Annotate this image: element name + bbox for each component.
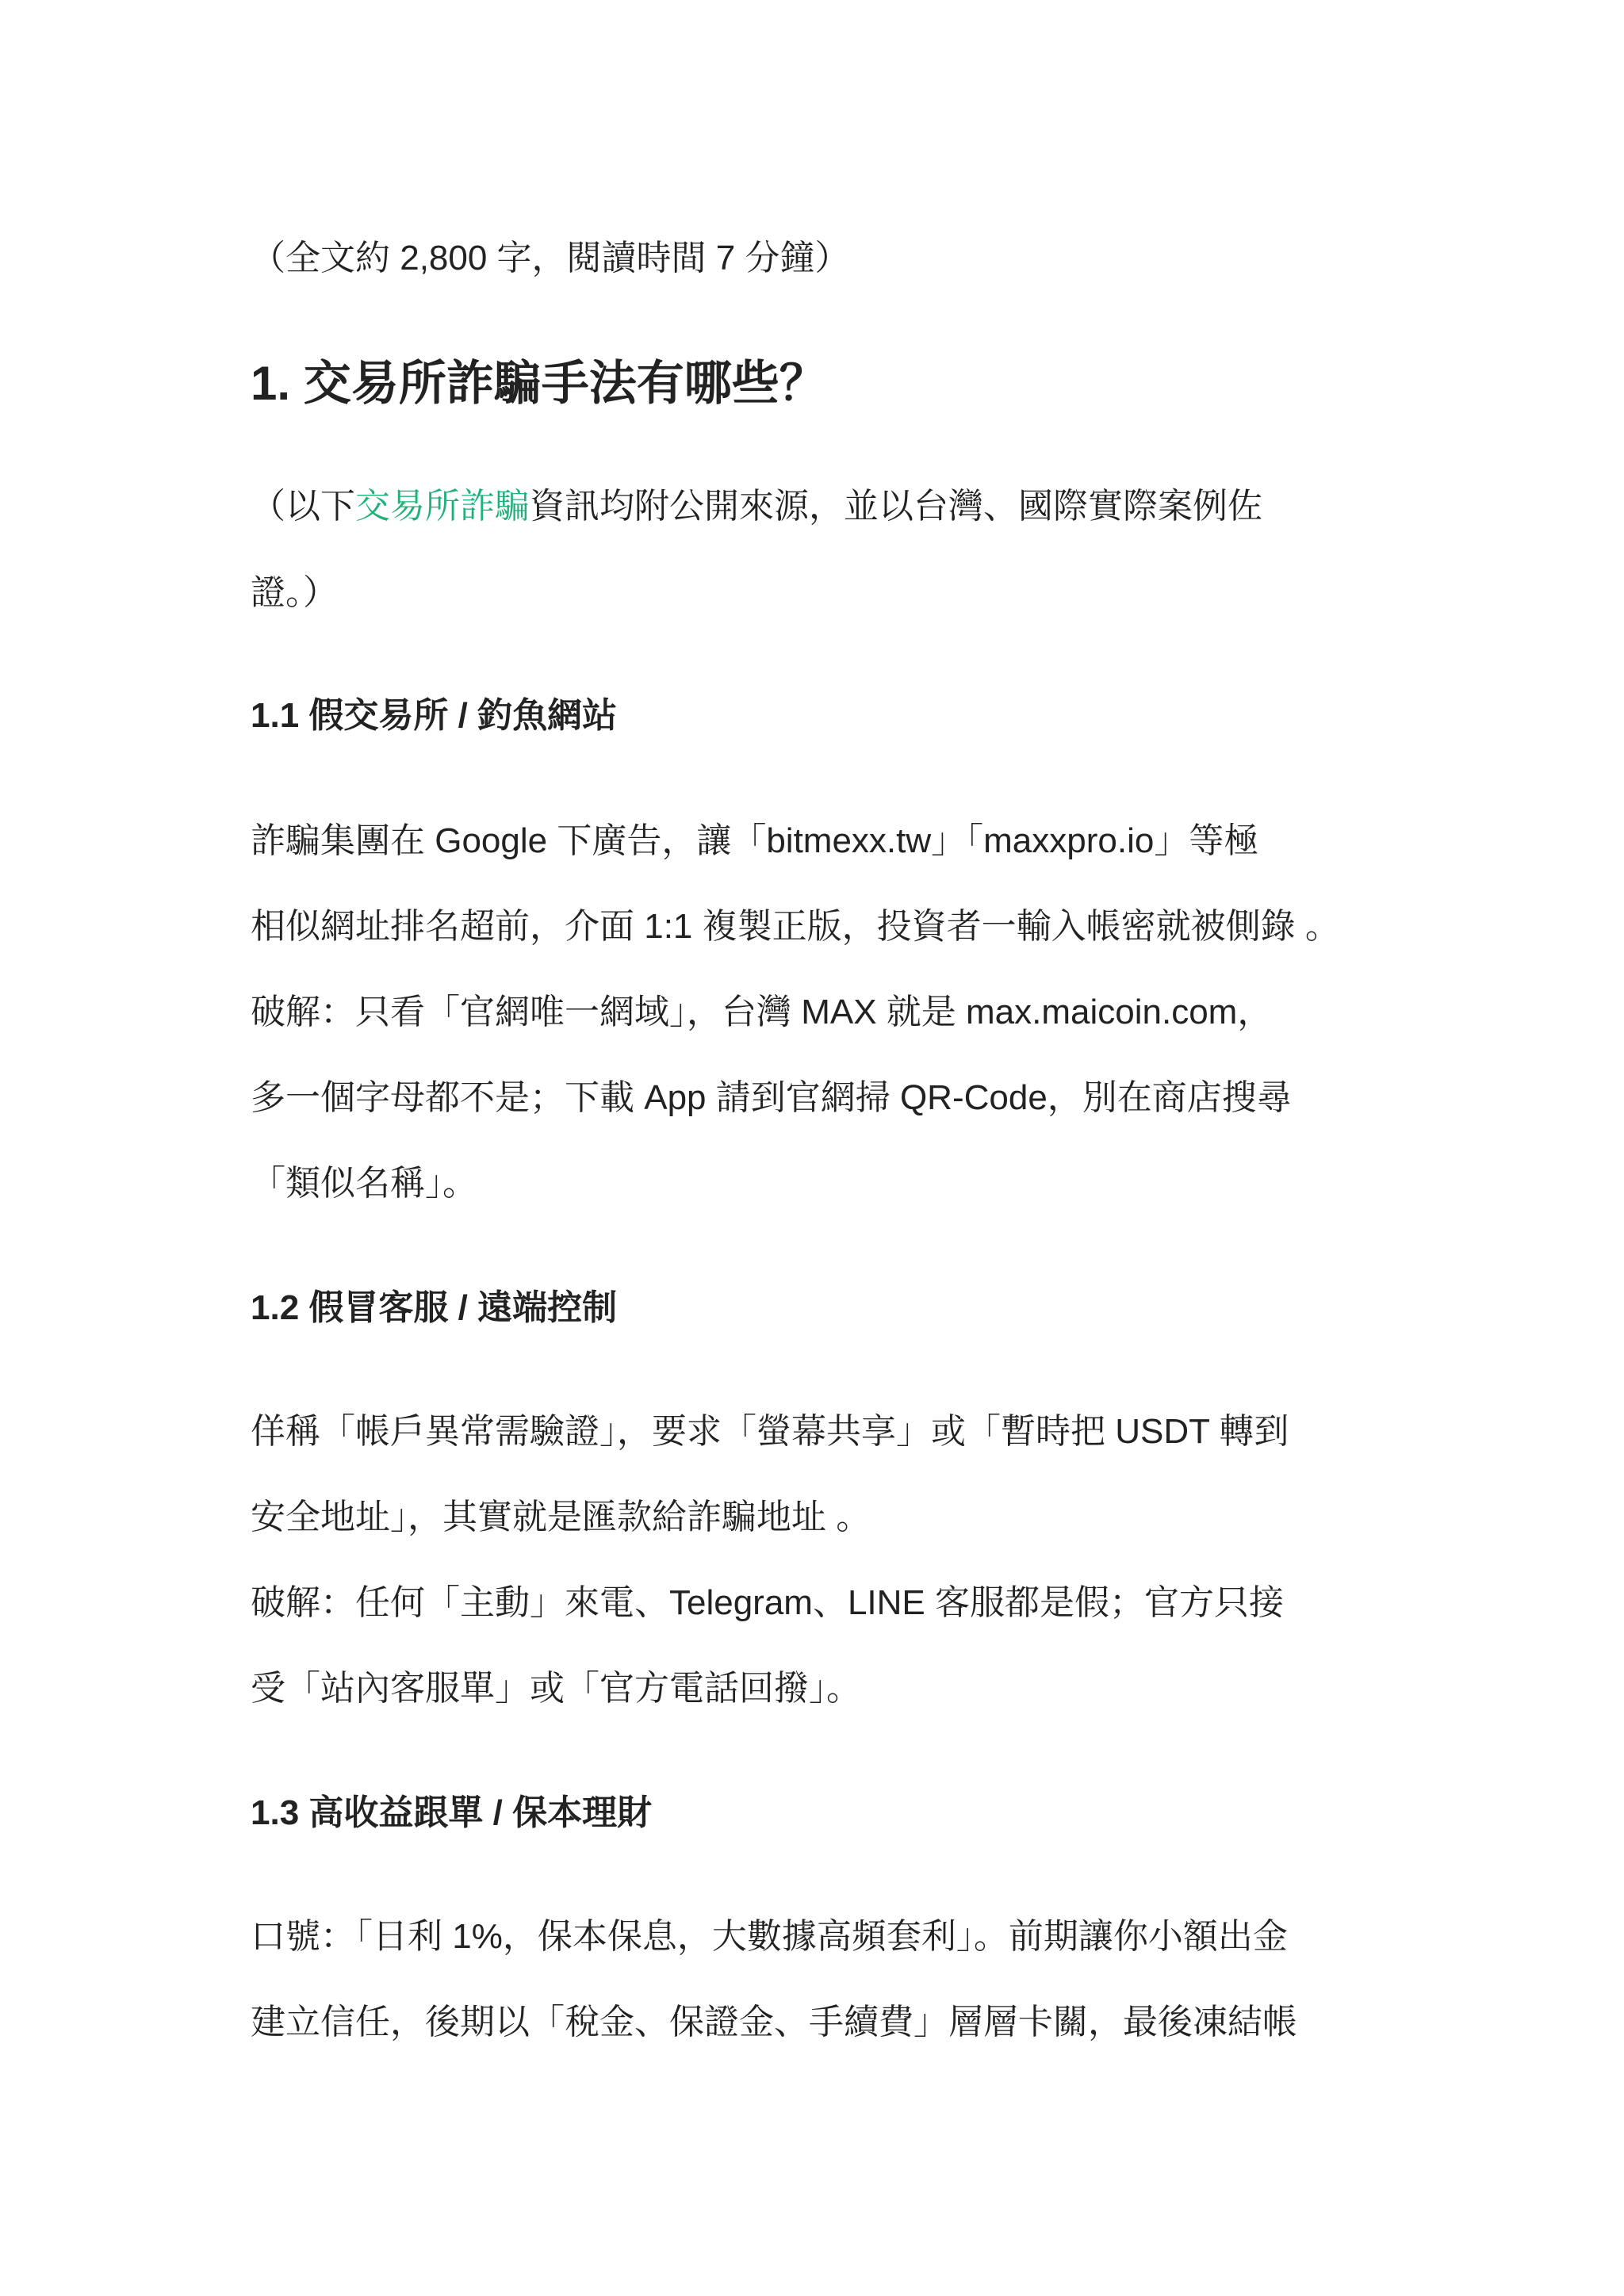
source-note-prefix: （以下 [251, 487, 355, 526]
paragraph-line: 佯稱「帳戶異常需驗證」，要求「螢幕共享」或「暫時把 USDT 轉到 [251, 1412, 1289, 1451]
subsection-title-fake-support: 1.2 假冒客服 / 遠端控制 [251, 1288, 618, 1327]
paragraph-line: 建立信任，後期以「稅金、保證金、手續費」層層卡關，最後凍結帳 [251, 2003, 1297, 2042]
paragraph-line: 破解：任何「主動」來電、Telegram、LINE 客服都是假；官方只接 [251, 1583, 1285, 1622]
reading-time-note: （全文約 2,800 字，閱讀時間 7 分鐘） [251, 239, 850, 277]
subsection-title-high-yield: 1.3 高收益跟單 / 保本理財 [251, 1793, 653, 1832]
paragraph-line: 詐騙集團在 Google 下廣告，讓「bitmexx.tw」「maxxpro.io」等極 [251, 821, 1259, 860]
subsection-title-fake-exchange: 1.1 假交易所 / 釣魚網站 [251, 696, 618, 735]
paragraph-line: 多一個字母都不是；下載 App 請到官網掃 QR-Code，別在商店搜尋 [251, 1078, 1292, 1117]
paragraph-line: 「類似名稱」。 [251, 1164, 477, 1203]
source-note-line [251, 464, 1262, 549]
scam-keyword-link[interactable]: 交易所詐騙 [355, 487, 530, 526]
paragraph-line: 破解：只看「官網唯一網域」，台灣 MAX 就是 max.maicoin.com， [251, 993, 1273, 1031]
paragraph-line: 受「站內客服單」或「官方電話回撥」。 [251, 1669, 861, 1708]
paragraph-line: 安全地址」，其實就是匯款給詐騙地址 。 [251, 1498, 871, 1536]
source-note-line: 證。） [251, 573, 338, 612]
source-note-suffix: 資訊均附公開來源，並以台灣、國際實際案例佐 [530, 487, 1262, 526]
paragraph-line: 口號：「日利 1%，保本保息，大數據高頻套利」。前期讓你小額出金 [251, 1917, 1288, 1956]
section-heading: 1. 交易所詐騙手法有哪些？ [251, 357, 827, 410]
paragraph-line: 相似網址排名超前，介面 1:1 複製正版，投資者一輸入帳密就被側錄 。 [251, 907, 1340, 946]
